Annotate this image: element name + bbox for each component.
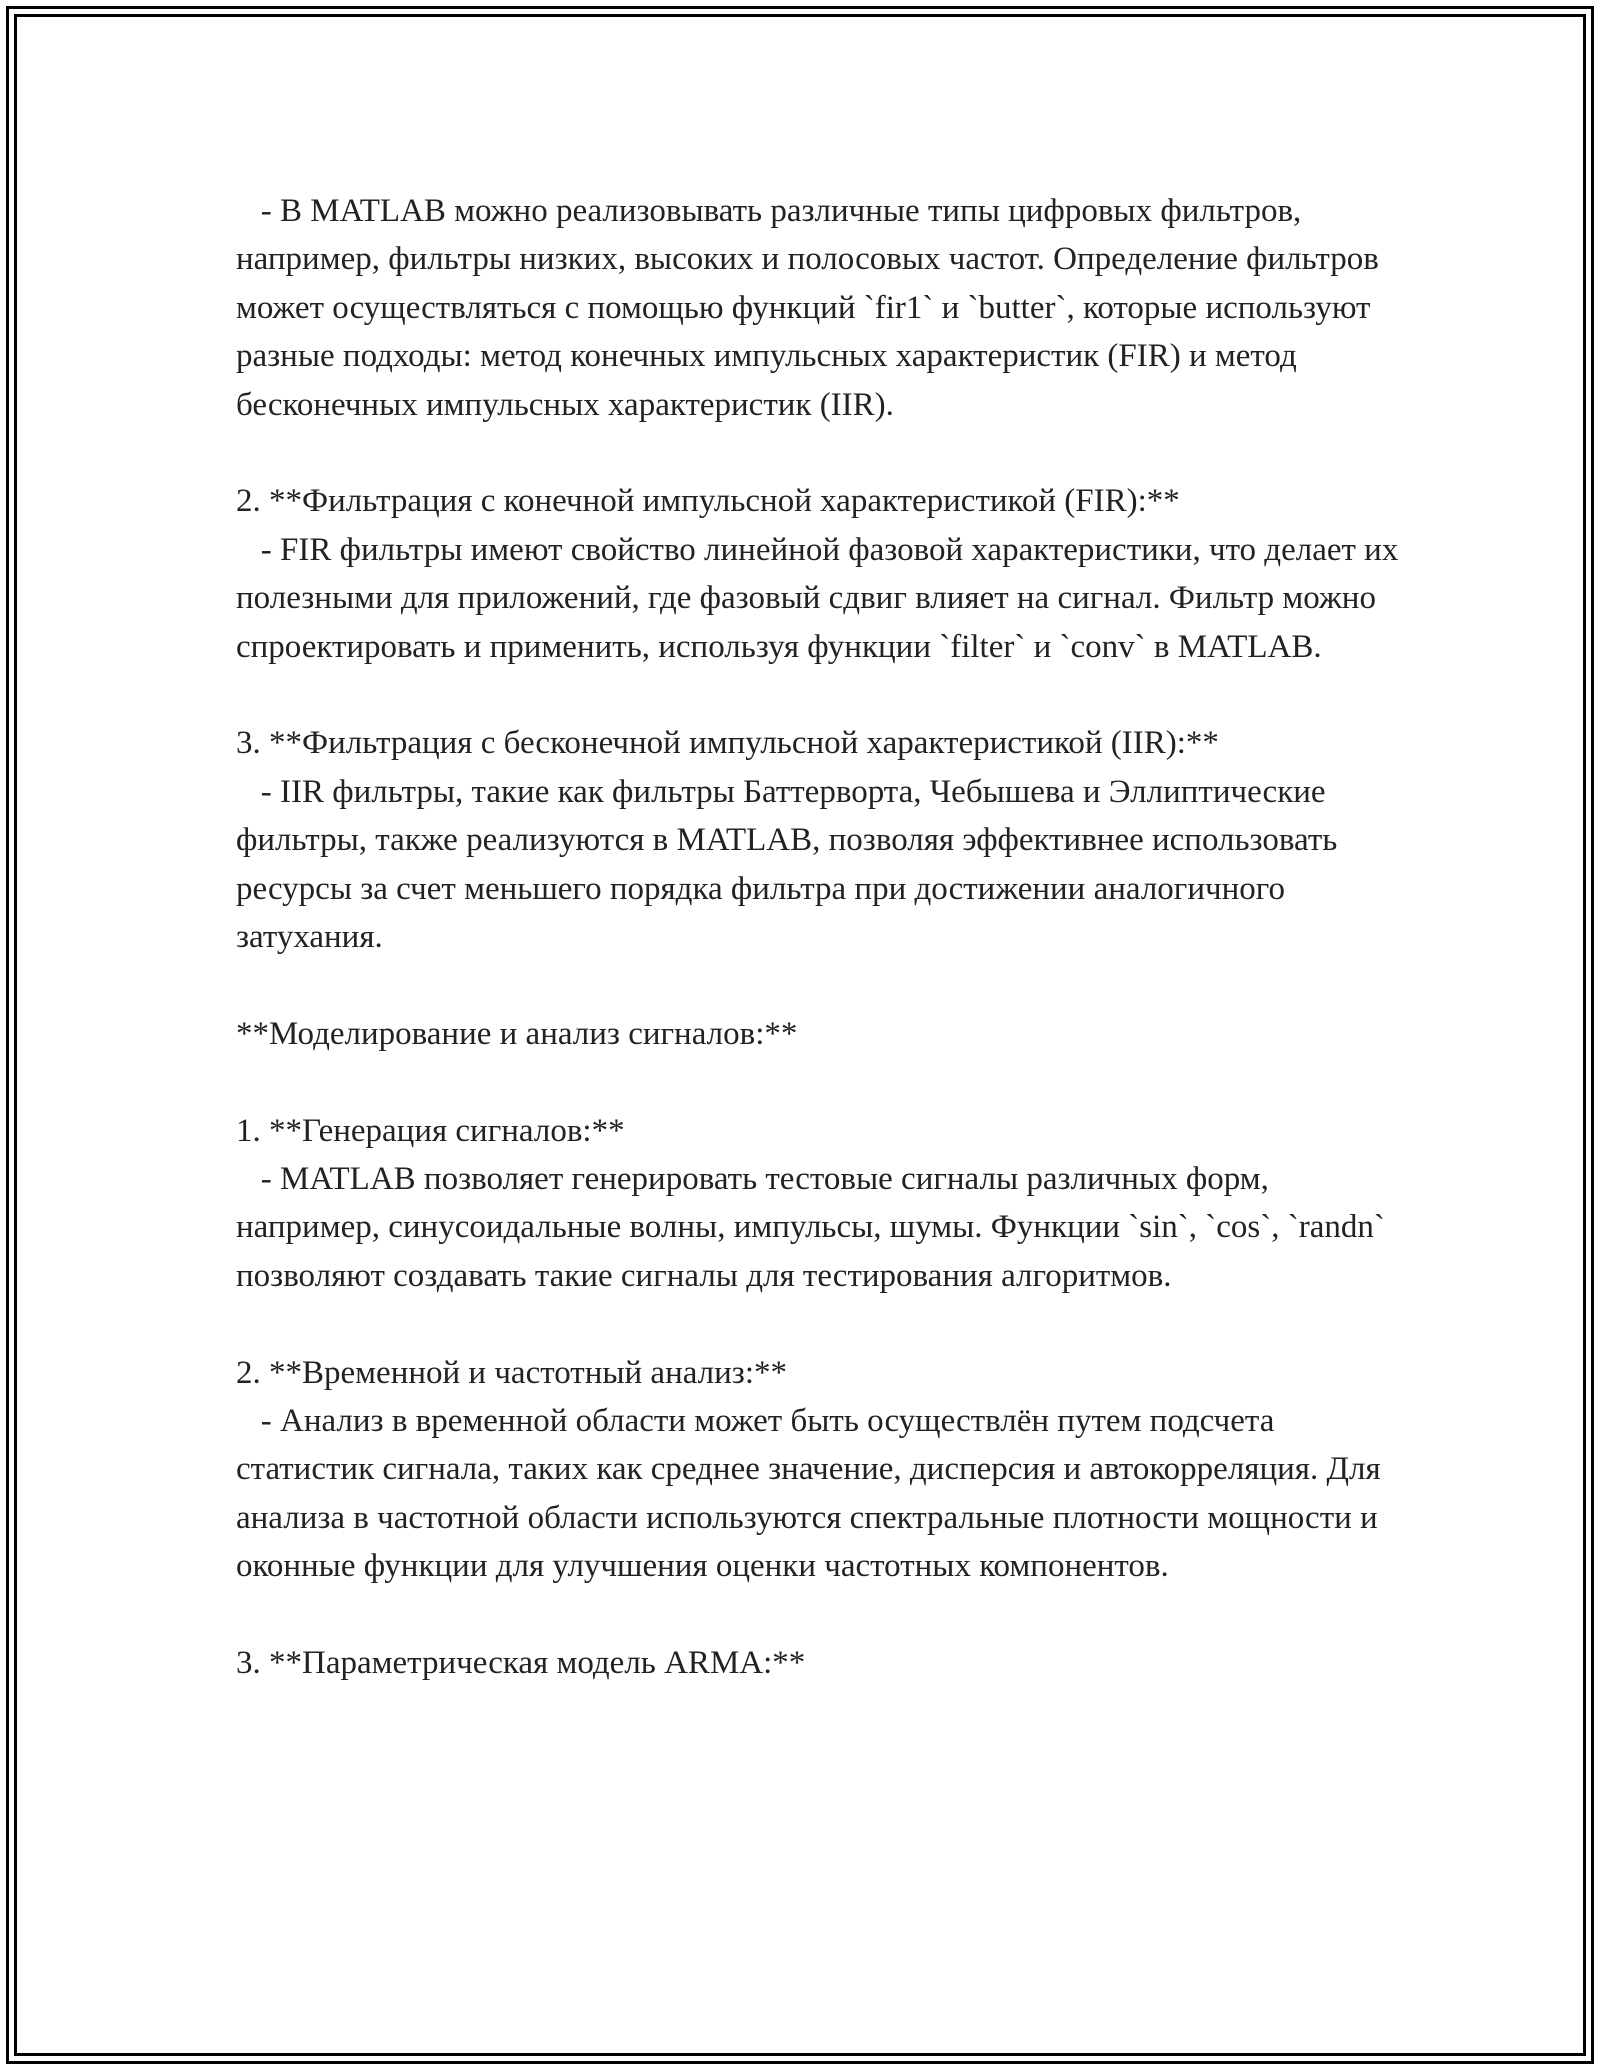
blank-line [236, 429, 1416, 477]
paragraph-time-frequency-analysis: - Анализ в временной области может быть осуществлён путем подсчета статистик сигнала, таких как среднее значение, дисперсия и автокорреляция. Для анализа в частотной области используются спектральные плотности мощности и оконные функции для улучшения оценки частотных компонентов. [236, 1403, 1389, 1585]
blank-line [236, 671, 1416, 719]
heading-time-frequency-analysis: 2. **Временной и частотный анализ:** [236, 1354, 788, 1391]
blank-line [236, 1300, 1416, 1348]
heading-arma-model: 3. **Параметрическая модель ARMA:** [236, 1645, 806, 1682]
paragraph-fir-filtering: - FIR фильтры имеют свойство линейной фазовой характеристики, что делает их полезными для приложений, где фазовый сдвиг влияет на сигнал. Фильтр можно спроектировать и применить, используя функции `filter` и `conv` в MATLAB. [236, 531, 1407, 665]
heading-iir-filtering: 3. **Фильтрация с бесконечной импульсной характеристикой (IIR):** [236, 725, 1219, 762]
heading-signal-modeling: **Моделирование и анализ сигналов:** [236, 1015, 798, 1052]
paragraph-iir-filtering: - IIR фильтры, такие как фильтры Баттерворта, Чебышева и Эллиптические фильтры, также реализуются в MATLAB, позволяя эффективнее использовать ресурсы за счет меньшего порядка фильтра при достижении аналогичного затухания. [236, 773, 1346, 956]
heading-fir-filtering: 2. **Фильтрация с конечной импульсной характеристикой (FIR):** [236, 483, 1180, 520]
paragraph-fir-iir-overview: - В MATLAB можно реализовывать различные типы цифровых фильтров, например, фильтры низких, высоких и полосовых частот. Определение фильтров может осуществляться с помощью функций `fir1` и `butter`, которые используют разные подходы: метод конечных импульсных характеристик (FIR) и метод бесконечных импульсных характеристик (IIR). [236, 193, 1388, 423]
document-body [236, 187, 1416, 1688]
blank-line [236, 1591, 1416, 1639]
blank-line [236, 961, 1416, 1009]
blank-line [236, 1058, 1416, 1106]
paragraph-signal-generation: - MATLAB позволяет генерировать тестовые сигналы различных форм, например, синусоидальные волны, импульсы, шумы. Функции `sin`, `cos`, `randn` позволяют создавать такие сигналы для тестирования алгоритмов. [236, 1161, 1394, 1294]
heading-signal-generation: 1. **Генерация сигналов:** [236, 1112, 625, 1149]
